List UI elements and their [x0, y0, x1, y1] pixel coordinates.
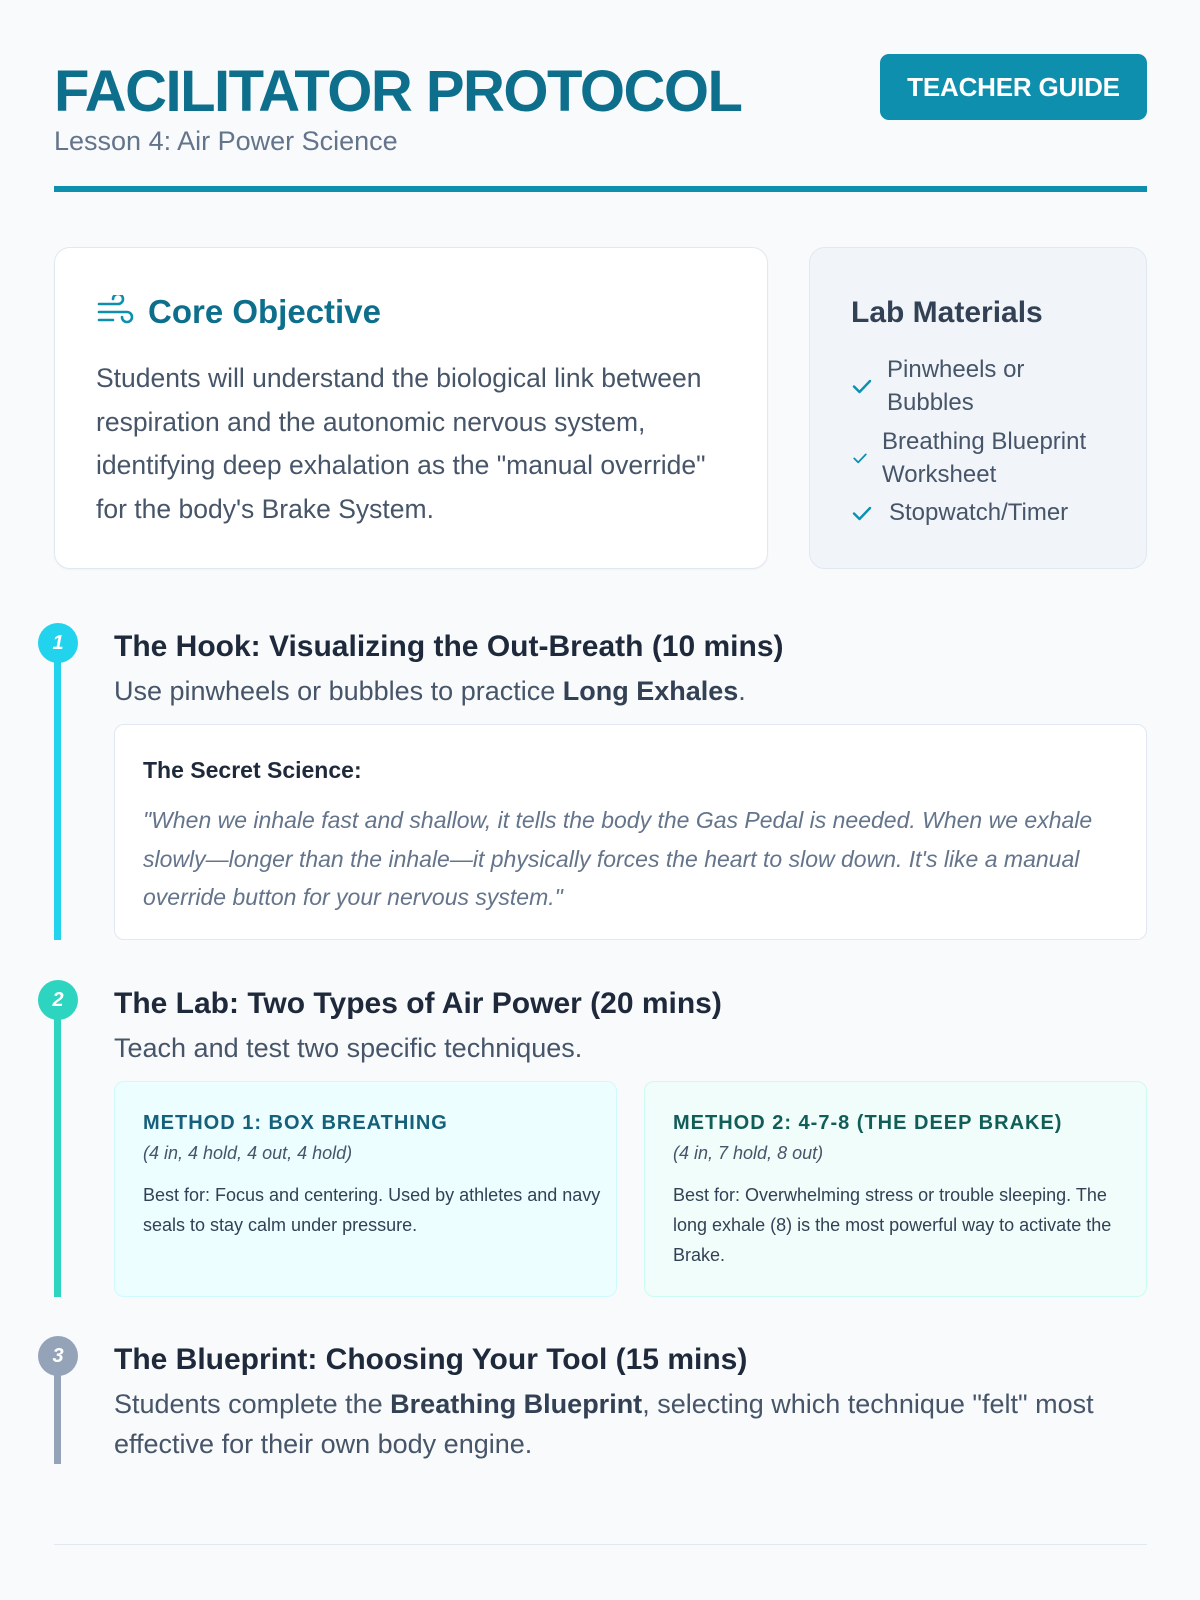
secret-science-title: The Secret Science: [143, 757, 362, 783]
material-label: Stopwatch/Timer [889, 499, 1069, 526]
method-timing: (4 in, 4 hold, 4 out, 4 hold) [143, 1143, 353, 1163]
header [54, 50, 1147, 192]
method-478-card [644, 1081, 1147, 1297]
method-description: Best for: Overwhelming stress or trouble sleeping. The long exhale (8) is the most powerful way to activate the Brake. [673, 1185, 1112, 1265]
wind-icon [96, 295, 134, 329]
step-1-title: The Hook: Visualizing the Out-Breath (10 mins) [114, 630, 784, 663]
core-objective-title: Core Objective [148, 293, 381, 330]
step-2-description: Teach and test two specific techniques. [114, 1033, 583, 1063]
step-2-title: The Lab: Two Types of Air Power (20 mins) [114, 987, 722, 1020]
check-icon [851, 502, 873, 524]
step-2-number-badge: 2 [38, 980, 78, 1020]
method-name: METHOD 1: BOX BREATHING [143, 1112, 448, 1134]
check-icon [852, 450, 868, 466]
lab-materials-title: Lab Materials [851, 296, 1043, 329]
step-1-timeline-bar [54, 660, 61, 940]
step-2-timeline-bar [54, 1017, 61, 1297]
page-title: FACILITATOR PROTOCOL [54, 59, 742, 124]
method-box-breathing-card [114, 1081, 617, 1297]
step-3-timeline-bar [54, 1373, 61, 1464]
secret-science-quote: "When we inhale fast and shallow, it tells the body the Gas Pedal is needed. When we exhale slowly—longer than the inhale—it physically forces the heart to slow down. It's like a manual override button for your nervous system." [143, 807, 1093, 910]
step-3-title: The Blueprint: Choosing Your Tool (15 mins) [114, 1343, 748, 1376]
footer-divider [54, 1544, 1147, 1545]
check-icon [851, 375, 873, 397]
step-1-number-badge: 1 [38, 623, 78, 663]
page-subtitle: Lesson 4: Air Power Science [54, 126, 398, 156]
material-label: Pinwheels or Bubbles [887, 356, 1025, 416]
teacher-guide-badge[interactable]: TEACHER GUIDE [880, 54, 1147, 120]
material-item [851, 353, 1057, 419]
method-name: METHOD 2: 4-7-8 (THE DEEP BRAKE) [673, 1112, 1063, 1134]
step-3-description: Students complete the Breathing Blueprint, selecting which technique "felt" most effective for their own body engine. [114, 1389, 1094, 1459]
secret-science-box [114, 724, 1147, 940]
lab-materials-card [809, 247, 1147, 569]
method-description: Best for: Focus and centering. Used by athletes and navy seals to stay calm under pressure. [143, 1185, 601, 1235]
core-objective-card [54, 247, 768, 569]
core-objective-heading [96, 292, 381, 332]
material-item [851, 425, 1122, 491]
step-1-emphasis: Long Exhales [562, 676, 739, 706]
method-timing: (4 in, 7 hold, 8 out) [673, 1143, 824, 1163]
step-3-emphasis: Breathing Blueprint [390, 1389, 643, 1419]
material-label: Breathing Blueprint Worksheet [882, 428, 1087, 488]
core-objective-text: Students will understand the biological link between respiration and the autonomic nervous system, identifying deep exhalation as the "manual override" for the body's Brake System. [96, 363, 706, 524]
step-1-description: Use pinwheels or bubbles to practice Long Exhales. [114, 676, 746, 706]
step-3-number-badge: 3 [38, 1336, 78, 1376]
material-item [851, 496, 1068, 529]
